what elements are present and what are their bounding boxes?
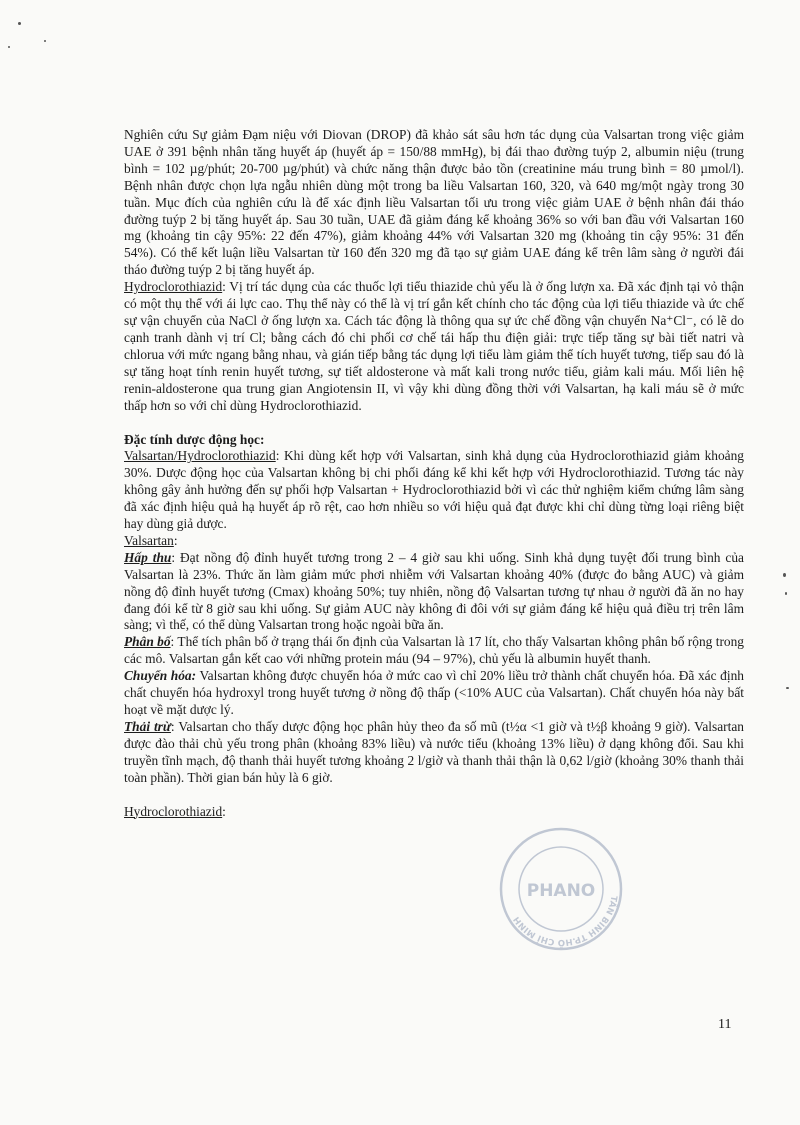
paragraph-metabolism — [124, 668, 744, 719]
section-label-combination: Valsartan/Hydroclorothiazid — [124, 448, 276, 464]
distribution-text: : Thể tích phân bố ở trạng thái ổn định của Valsartan là 17 lít, cho thấy Valsartan không phân bố rộng trong các mô. Valsartan gắn kết cao với những protein máu (94 – 97%), chủ yếu là albumin huyết thanh. — [124, 634, 744, 667]
pharmacokinetics-heading: Đặc tính dược động học: — [124, 432, 265, 448]
combination-text: : Khi dùng kết hợp với Valsartan, sinh khả dụng của Hydroclorothiazid giảm khoảng 30%. Dược động học của Valsartan không bị chi phối đáng kể khi kết hợp với Hydroclorothiazid. Tương tác này không gây ảnh hưởng đến sự phối hợp Valsartan + Hydroclorothiazid bởi vì các thử nghiệm kiểm chứng lâm sàng đã xác định hiệu quả hạ huyết áp rõ rệt, cao hơn nhiều so với hiệu quả đạt được khi chỉ dùng từng loại riêng biệt hay dùng giả dược. — [124, 448, 744, 532]
label-metabolism: Chuyển hóa: — [124, 668, 197, 684]
elimination-text: : Valsartan cho thấy dược động học phân hủy theo đa số mũ (t½α <1 giờ và t½β khoảng 9 giờ). Valsartan được đào thải chủ yếu trong phân (khoảng 83% liều) và nước tiểu (khoảng 13% liều) ở dạng không đổi. Sau khi truyền tĩnh mạch, độ thanh thải huyết tương khoảng 2 l/giờ và thanh thải thận là 0,62 l/giờ (khoảng 30% thanh thải toàn phần). Thời gian bán hủy là 6 giờ. — [124, 718, 744, 785]
hydroclorothiazid-colon: : — [222, 803, 226, 819]
hydroclorothiazid-text: : Vị trí tác dụng của các thuốc lợi tiểu thiazide chủ yếu là ở ống lượn xa. Đã xác định tại vỏ thận có một thụ thể với ái lực cao. Thụ thể này có thể là vị trí gắn kết chính cho tác động của lợi tiểu thiazide và ức chế sự vận chuyển của NaCl ở ống lượn xa. Cách tác động là thông qua sự ức chế đồng vận chuyển Na⁺Cl⁻, có lẽ do cạnh tranh dành vị trí Cl; bằng cách đó chi phối cơ chế tái hấp thu điện giải: trực tiếp tăng sự bài tiết natri và chlorua với mức ngang bằng nhau, và gián tiếp bằng tác dụng lợi tiểu làm giảm thể tích huyết tương, tiếp sau đó là sự tăng hoạt tính renin huyết tương, sự tiết aldosterone và mất kali trong nước tiểu, giảm kali máu. Mối liên hệ renin-aldosterone qua trung gian Angiotensin II, vì vậy khi dùng đồng thời với Valsartan, hạ kali máu sẽ ở mức thấp hơn so với chỉ dùng Hydroclorothiazid. — [124, 279, 744, 413]
hydroclorothiazid-subheading — [124, 804, 744, 821]
scan-speck — [8, 46, 10, 48]
section-label-hydroclorothiazid: Hydroclorothiazid — [124, 279, 223, 295]
paragraph-drop-study: Nghiên cứu Sự giảm Đạm niệu với Diovan (DROP) đã khảo sát sâu hơn tác dụng của Valsartan trong việc giảm UAE ở 391 bệnh nhân tăng huyết áp (huyết áp = 150/88 mmHg), bị đái thao đường tuýp 2, albumin niệu (trung bình = 102 µg/phút; 20-700 µg/phút) và chức năng thận được bảo tồn (creatinine máu trung bình = 80 µmol/l). Bệnh nhân được chọn lựa ngẫu nhiên dùng một trong ba liều Valsartan 160, 320, và 640 mg/một ngày trong 30 tuần. Mục đích của nghiên cứu là để xác định liều Valsartan tối ưu trong việc giảm UAE ở bệnh nhân đái tháo đường tuýp 2 bị tăng huyết áp. Sau 30 tuần, UAE đã giảm đáng kể khoảng 36% so với ban đầu với Valsartan 160 mg (khoảng tin cậy 95%: 22 đến 47%), giảm khoảng 44% với Valsartan 320 mg (khoảng tin cậy 95%: 31 đến 54%). Có thể kết luận liều Valsartan từ 160 đến 320 mg đã tạo sự giảm UAE đáng kể trên lâm sàng ở người đái tháo đường tuýp 2 bị tăng huyết áp. — [124, 127, 744, 278]
scan-speck — [783, 573, 786, 577]
label-distribution: Phân bố — [124, 634, 171, 650]
svg-text:TÂN BÌNH TP.HỒ CHÍ MINH — [512, 895, 619, 950]
scan-speck — [786, 687, 789, 689]
page-number: 11 — [718, 1017, 732, 1032]
paragraph-elimination — [124, 719, 744, 787]
scan-speck — [44, 40, 46, 42]
stamp-ring-text: TÂN BÌNH TP.HỒ CHÍ MINH — [511, 894, 619, 948]
paragraph-distribution — [124, 634, 744, 668]
metabolism-text: Valsartan không được chuyển hóa ở mức cao vì chỉ 20% liều trở thành chất chuyển hóa. Đã xác định chất chuyển hóa hydroxyl trong huyết tương ở nồng độ thấp (<10% AUC của Valsartan). Chất chuyển hóa này bất hoạt về mặt dược lý. — [124, 668, 744, 717]
absorption-text: : Đạt nồng độ đỉnh huyết tương trong 2 – 4 giờ sau khi uống. Sinh khả dụng tuyệt đối trung bình của Valsartan là 23%. Thức ăn làm giảm mức phơi nhiễm với Valsartan khoảng 40% (được đo bằng AUC) và giảm nồng độ đỉnh huyết tương (Cmax) khoảng 50%; tuy nhiên, nồng độ Valsartan tương tự nhau ở người đã ăn no hay đang đói kể từ 8 giờ sau khi uống. Sự giảm AUC này không đi đôi với sự giảm đáng kể hiệu quả điều trị trên lâm sàng; vì thế, có thể dùng Valsartan trong hoặc ngoài bữa ăn. — [124, 549, 744, 633]
label-elimination: Thải trừ — [124, 718, 171, 734]
paragraph-combination — [124, 448, 744, 533]
valsartan-colon: : — [173, 532, 178, 548]
scan-speck — [18, 22, 21, 25]
paragraph-hydroclorothiazid-mechanism — [124, 279, 744, 414]
document-body — [124, 127, 744, 820]
section-label-valsartan: Valsartan — [124, 532, 174, 548]
stamp-center-text: PHANO — [526, 881, 596, 901]
paragraph-absorption — [124, 550, 744, 635]
label-absorption: Hấp thu — [124, 549, 172, 565]
company-seal-stamp — [498, 826, 624, 952]
scan-speck — [785, 592, 787, 595]
section-label-hydroclorothiazid-2: Hydroclorothiazid — [124, 803, 223, 819]
valsartan-subheading — [124, 533, 744, 550]
